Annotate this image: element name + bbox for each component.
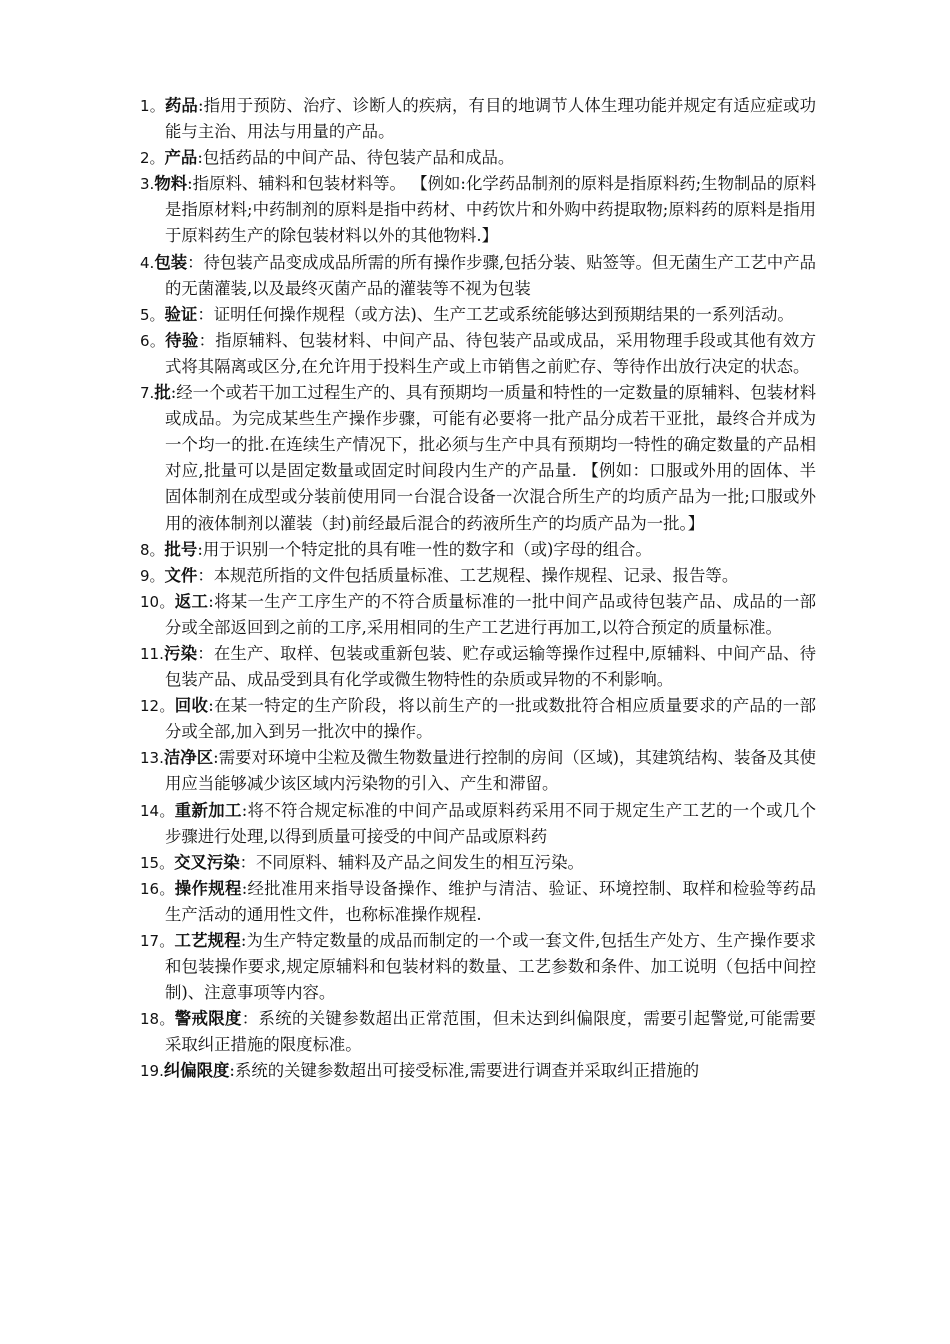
entry-term: 纠偏限度 [163,1061,230,1081]
entry-text: 本规范所指的文件包括质量标准、工艺规程、操作规程、记录、报告等。 [213,565,739,585]
entry-number: 6。 [140,331,166,350]
entry-number: 10。 [140,592,175,611]
entry-text: 包括药品的中间产品、待包装产品和成品。 [202,148,515,168]
entry-term: 物料 [154,174,188,194]
entry-term: 交叉污染 [174,852,240,872]
entry-text: 不同原料、辅料及产品之间发生的相互污染。 [256,852,584,872]
entry-number: 17。 [140,932,175,950]
entry-number: 15。 [140,853,175,872]
entry-number: 13. [140,749,164,768]
entry-term: 文件 [164,565,198,585]
entry-separator: ： [197,304,214,324]
entry-term: 产品 [164,148,198,168]
definition-entry-4 [140,250,816,302]
definition-entry-5 [140,302,816,328]
entry-term: 药品 [164,96,198,115]
entry-number: 14。 [140,801,175,820]
entry-text: 待包装产品变成成品所需的所有操作步骤,包括分装、贴签等。但无菌生产工艺中产品的无菌灌装,以及最终灭菌产品的灌装等不视为包装 [165,252,817,298]
definition-entry-17 [140,928,816,1006]
entry-separator: : [213,748,219,768]
entry-separator: : [170,383,177,403]
definition-entry-6 [140,328,816,380]
entry-term: 污染 [163,643,198,663]
entry-separator: : [240,931,247,950]
entry-term: 批号 [164,539,198,559]
entry-term: 警戒限度 [174,1009,242,1029]
entry-term: 待验 [165,330,199,350]
entry-separator: ： [187,252,204,272]
document-page [140,93,816,1085]
entry-term: 批 [154,383,171,403]
entry-separator: : [187,174,193,194]
entry-separator: ： [197,643,214,663]
entry-text: 经一个或若干加工过程生产的、具有预期均一质量和特性的一定数量的原辅料、包装材料或成品。为完成某些生产操作步骤，可能有必要将一批产品分成若干亚批，最终合并成为一个均一的批.在连续生产情况下，批必须与生产中具有预期均一特性的确定数量的产品相对应,批量可以是固定数量或固定时间段内生产的产品量. 【例如：口服或外用的固体、半固体制剂在成型或分装前使用同一台混合设备一次混合所生产的均质产品为一批;口服或外用的液体制剂以灌装（封)前经最后混合的药液所生产的均质产品为一批。】 [165,383,817,533]
entry-separator: : [197,96,204,115]
definition-entry-16 [140,876,816,928]
entry-separator: : [208,591,214,611]
entry-separator: : [197,148,203,168]
entry-text: 系统的关键参数超出正常范围，但未达到纠偏限度，需要引起警觉,可能需要采取纠正措施的限度标准。 [165,1009,817,1055]
entry-number: 4. [140,253,155,272]
entry-text: 在某一特定的生产阶段，将以前生产的一批或数批符合相应质量要求的产品的一部分或全部,加入到另一批次中的操作。 [165,696,817,742]
entry-number: 16。 [140,879,175,898]
definition-entry-18 [140,1006,816,1058]
definition-entry-12 [140,693,816,745]
definition-entry-11 [140,641,816,693]
entry-term: 重新加工 [174,800,242,820]
entry-term: 返工 [174,591,209,611]
entry-text: 在生产、取样、包装或重新包装、贮存或运输等操作过程中,原辅料、中间产品、待包装产品、成品受到具有化学或微生物特性的杂质或异物的不利影响。 [165,643,817,690]
entry-term: 验证 [164,304,198,324]
entry-term: 洁净区 [163,748,214,768]
entry-separator: : [229,1061,235,1081]
entry-number: 5。 [140,305,165,324]
entry-text: 将不符合规定标准的中间产品或原料药采用不同于规定生产工艺的一个或几个步骤进行处理,以得到质量可接受的中间产品或原料药 [165,800,816,846]
entry-text: 经批准用来指导设备操作、维护与清洁、验证、环境控制、取样和检验等药品生产活动的通用性文件，也称标准操作规程. [165,878,816,924]
entry-term: 包装 [154,252,188,272]
entry-text: 指原料、辅料和包装材料等。 【例如:化学药品制剂的原料是指原料药;生物制品的原料是指原材料;中药制剂的原料是指中药材、中药饮片和外购中药提取物;原料药的原料是指用于原料药生产的除包装材料以外的其他物料.】 [165,174,816,246]
definition-entry-14 [140,798,816,850]
entry-text: 指用于预防、治疗、诊断人的疾病，有目的地调节人体生理功能并规定有适应症或功能与主治、用法与用量的产品。 [165,96,817,142]
definition-entry-3 [140,171,816,249]
entry-text: 用于识别一个特定批的具有唯一性的数字和（或)字母的组合。 [202,539,652,559]
entry-text: 需要对环境中尘粒及微生物数量进行控制的房间（区域)，其建筑结构、装备及其使用应当能够减少该区域内污染物的引入、产生和滞留。 [165,748,817,794]
entry-text: 为生产特定数量的成品而制定的一个或一套文件,包括生产处方、生产操作要求和包装操作要求,规定原辅料和包装材料的数量、工艺参数和条件、加工说明（包括中间控制)、注意事项等内容。 [165,931,816,1003]
definition-entry-19 [140,1058,816,1084]
entry-separator: : [208,696,214,716]
definition-entry-8 [140,537,816,563]
entry-text: 指原辅料、包装材料、中间产品、待包装产品或成品，采用物理手段或其他有效方式将其隔离或区分,在允许用于投料生产或上市销售之前贮存、等待作出放行决定的状态。 [165,330,817,376]
entry-term: 操作规程 [174,878,242,898]
entry-number: 7. [140,384,155,403]
entry-number: 1。 [140,97,165,115]
entry-text: 系统的关键参数超出可接受标准,需要进行调查并采取纠正措施的 [234,1061,700,1081]
entry-separator: : [241,878,248,898]
entry-separator: ： [239,852,257,872]
entry-number: 3. [140,175,155,194]
entry-number: 12。 [140,697,175,716]
entry-number: 9。 [140,566,165,585]
entry-term: 工艺规程 [174,931,241,950]
entry-number: 19. [140,1062,164,1081]
entry-separator: ： [197,565,214,585]
definition-entry-2 [140,145,816,171]
entry-number: 8。 [140,540,165,559]
entry-number: 18。 [140,1010,175,1029]
entry-text: 将某一生产工序生产的不符合质量标准的一批中间产品或待包装产品、成品的一部分或全部返回到之前的工序,采用相同的生产工艺进行再加工,以符合预定的质量标准。 [165,591,817,637]
entry-separator: ： [198,330,216,350]
definition-entry-10 [140,589,816,641]
entry-separator: ： [241,1009,259,1029]
entry-term: 回收 [174,696,209,716]
definition-entry-1 [140,93,816,145]
definition-entry-7 [140,380,816,537]
entry-text: 证明任何操作规程（或方法)、生产工艺或系统能够达到预期结果的一系列活动。 [213,304,794,324]
entry-number: 2。 [140,149,165,168]
definition-entry-15 [140,850,816,876]
entry-number: 11. [140,644,164,663]
entry-separator: : [197,539,203,559]
entry-separator: : [241,800,248,820]
definition-entry-13 [140,745,816,797]
definition-entry-9 [140,563,816,589]
